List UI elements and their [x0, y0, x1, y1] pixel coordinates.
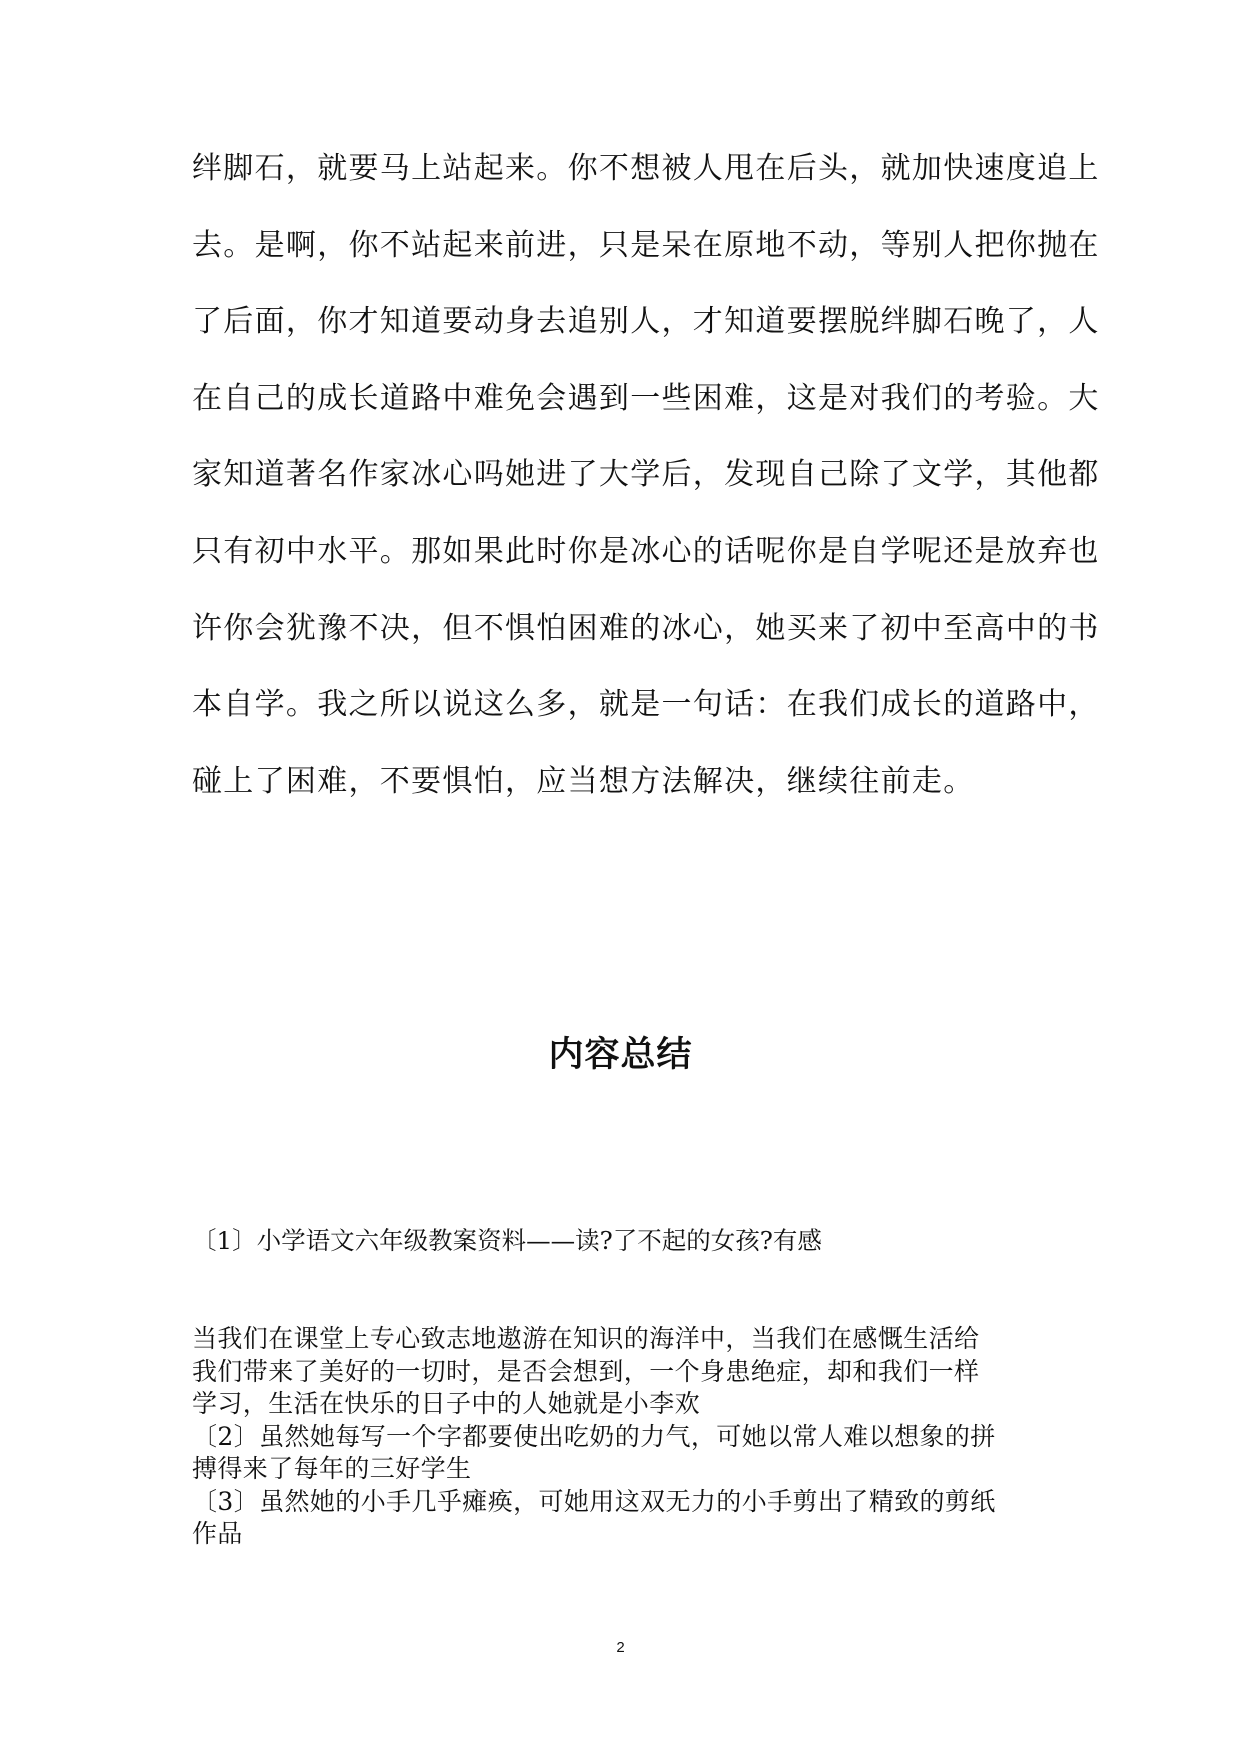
- body-line: 本自学。我之所以说这么多，就是一句话：在我们成长的道路中，: [192, 687, 1100, 723]
- summary-line: 搏得来了每年的三好学生: [192, 1454, 472, 1483]
- summary-line: 作品: [192, 1519, 243, 1548]
- body-line: 绊脚石，就要马上站起来。你不想被人甩在后头，就加快速度追上: [192, 151, 1100, 186]
- body-line: 许你会犹豫不决，但不惧怕困难的冰心，她买来了初中至高中的书: [192, 610, 1100, 646]
- summary-line: 当我们在课堂上专心致志地遨游在知识的海洋中，当我们在感慨生活给: [192, 1324, 980, 1353]
- body-text: [192, 131, 1100, 820]
- summary-line: 我们带来了美好的一切时，是否会想到，一个身患绝症，却和我们一样: [192, 1356, 980, 1386]
- summary-line: 学习，生活在快乐的日子中的人她就是小李欢: [192, 1389, 701, 1418]
- summary-body: [192, 1323, 1072, 1551]
- summary-title: 内容总结: [548, 1035, 693, 1075]
- body-line: 去。是啊，你不站起来前进，只是呆在原地不动，等别人把你抛在: [192, 227, 1100, 263]
- summary-line: 〔2〕虽然她每写一个字都要使出吃奶的力气，可她以常人难以想象的拼: [192, 1421, 996, 1451]
- summary-line: 〔3〕虽然她的小手几乎瘫痪，可她用这双无力的小手剪出了精致的剪纸: [192, 1486, 996, 1516]
- page-number: 2: [616, 1639, 625, 1656]
- body-line: 了后面，你才知道要动身去追别人，才知道要摆脱绊脚石晚了，人: [192, 304, 1100, 340]
- body-line: 碰上了困难，不要惧怕，应当想方法解决，继续往前走。: [192, 763, 975, 799]
- body-line: 只有初中水平。那如果此时你是冰心的话呢你是自学呢还是放弃也: [192, 533, 1100, 569]
- body-line: 家知道著名作家冰心吗她进了大学后，发现自己除了文学，其他都: [192, 457, 1100, 493]
- summary-heading: 〔1〕小学语文六年级教案资料——读?了不起的女孩?有感: [192, 1226, 822, 1255]
- body-line: 在自己的成长道路中难免会遇到一些困难，这是对我们的考验。大: [192, 380, 1100, 416]
